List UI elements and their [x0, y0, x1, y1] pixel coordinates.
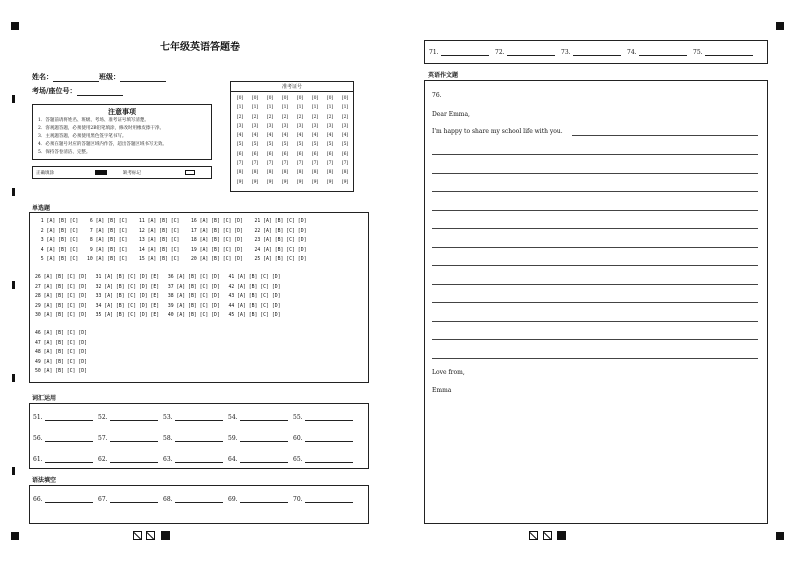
student-id-bubble[interactable]: [2]: [236, 114, 244, 120]
blank-number: 71.: [429, 49, 439, 56]
blank-number: 66.: [33, 496, 43, 503]
student-id-column: [264, 94, 276, 187]
blank-answer-line[interactable]: [240, 413, 288, 421]
student-id-bubble[interactable]: [8]: [236, 170, 244, 176]
blank-answer-line[interactable]: [45, 455, 93, 463]
blank-item: [228, 455, 288, 463]
student-id-bubble[interactable]: [9]: [341, 179, 349, 185]
blank-number: 74.: [627, 49, 637, 56]
page-code-solid: [161, 531, 170, 540]
blank-item: [33, 455, 93, 463]
choice-question-row[interactable]: 26 [A] [B] [C] [D] 31 [A] [B] [C] [D] [E] 36 [A] [B] [C] [D] 41 [A] [B] [C] [D]: [35, 275, 281, 280]
top-blanks-area: [424, 40, 768, 64]
essay-writing-line[interactable]: [432, 173, 758, 174]
blank-number: 57.: [98, 435, 108, 442]
student-id-bubble[interactable]: [7]: [296, 161, 304, 167]
correct-mark-label: 正确填涂: [36, 171, 54, 176]
choice-question-row[interactable]: 28 [A] [B] [C] [D] 33 [A] [B] [C] [D] [E] 38 [A] [B] [C] [D] 43 [A] [B] [C] [D]: [35, 294, 281, 299]
blank-answer-line[interactable]: [240, 495, 288, 503]
blank-item: [293, 413, 353, 421]
essay-writing-line[interactable]: [432, 247, 758, 248]
essay-greeting: Dear Emma,: [432, 111, 470, 118]
class-label: 班级：: [99, 72, 120, 81]
blank-number: 73.: [561, 49, 571, 56]
choice-question-row[interactable]: 48 [A] [B] [C] [D]: [35, 350, 87, 355]
choice-question-row[interactable]: 5 [A] [B] [C] 10 [A] [B] [C] 15 [A] [B] [C] 20 [A] [B] [C] [D] 25 [A] [B] [C] [D]: [35, 257, 307, 262]
blank-item: [228, 495, 288, 503]
blank-answer-line[interactable]: [175, 434, 223, 442]
blank-answer-line[interactable]: [305, 413, 353, 421]
student-id-bubble[interactable]: [2]: [311, 114, 319, 120]
blank-number: 70.: [293, 496, 303, 503]
blank-answer-line[interactable]: [110, 455, 158, 463]
sheet-title: 七年级英语答题卷: [160, 42, 240, 53]
blank-item: [98, 434, 158, 442]
student-id-bubble[interactable]: [4]: [281, 133, 289, 139]
student-id-title: 准考证号: [231, 82, 353, 92]
student-id-bubble[interactable]: [6]: [266, 151, 274, 157]
blank-answer-line[interactable]: [175, 413, 223, 421]
essay-signature: Emma: [432, 387, 452, 394]
blank-item: [693, 48, 753, 56]
student-id-bubble[interactable]: [6]: [311, 151, 319, 157]
student-id-bubble[interactable]: [0]: [311, 96, 319, 101]
notice-line: 5．保持答卷清洁、完整。: [38, 150, 91, 155]
student-id-bubble[interactable]: [1]: [326, 105, 334, 111]
room-field[interactable]: [77, 88, 123, 96]
blank-answer-line[interactable]: [240, 434, 288, 442]
blank-number: 59.: [228, 435, 238, 442]
essay-writing-line[interactable]: [432, 210, 758, 211]
essay-writing-line[interactable]: [432, 228, 758, 229]
student-id-bubble[interactable]: [7]: [311, 161, 319, 167]
blank-answer-line[interactable]: [110, 413, 158, 421]
student-id-bubble[interactable]: [6]: [296, 151, 304, 157]
blank-item: [33, 434, 93, 442]
blank-item: [163, 455, 223, 463]
student-id-bubble[interactable]: [8]: [311, 170, 319, 176]
student-id-bubble[interactable]: [4]: [236, 133, 244, 139]
student-id-bubble[interactable]: [6]: [326, 151, 334, 157]
student-id-bubble[interactable]: [9]: [236, 179, 244, 185]
timing-mark: [12, 188, 15, 196]
student-id-bubble[interactable]: [6]: [251, 151, 259, 157]
student-id-bubble[interactable]: [3]: [296, 123, 304, 129]
blank-number: 56.: [33, 435, 43, 442]
student-id-column: [234, 94, 246, 187]
blank-answer-line[interactable]: [507, 48, 555, 56]
blank-answer-line[interactable]: [305, 495, 353, 503]
student-id-bubble[interactable]: [2]: [326, 114, 334, 120]
student-id-bubble[interactable]: [1]: [341, 105, 349, 111]
student-id-column: [249, 94, 261, 187]
essay-writing-line[interactable]: [432, 321, 758, 322]
blank-item: [561, 48, 621, 56]
blank-number: 68.: [163, 496, 173, 503]
student-id-bubble[interactable]: [3]: [266, 123, 274, 129]
student-id-bubble[interactable]: [5]: [341, 142, 349, 148]
student-id-bubble[interactable]: [6]: [281, 151, 289, 157]
student-id-bubble[interactable]: [8]: [251, 170, 259, 176]
student-id-bubble[interactable]: [5]: [296, 142, 304, 148]
blank-answer-line[interactable]: [639, 48, 687, 56]
student-id-bubble[interactable]: [5]: [326, 142, 334, 148]
room-label: 考场/座位号：: [32, 86, 77, 95]
choice-question-row[interactable]: 27 [A] [B] [C] [D] 32 [A] [B] [C] [D] [E] 37 [A] [B] [C] [D] 42 [A] [B] [C] [D]: [35, 284, 281, 290]
corner-mark: [776, 532, 784, 540]
choice-question-row[interactable]: 3 [A] [B] [C] 8 [A] [B] [C] 13 [A] [B] [C] 18 [A] [B] [C] [D] 23 [A] [B] [C] [D]: [35, 238, 307, 243]
student-id-bubble[interactable]: [1]: [266, 105, 274, 111]
student-id-grid: [230, 81, 354, 192]
blank-item: [293, 495, 353, 503]
blank-answer-line[interactable]: [240, 455, 288, 463]
blank-answer-line[interactable]: [573, 48, 621, 56]
corner-mark: [776, 22, 784, 30]
student-id-bubble[interactable]: [9]: [281, 179, 289, 185]
choice-question-row[interactable]: 29 [A] [B] [C] [D] 34 [A] [B] [C] [D] [E] 39 [A] [B] [C] [D] 44 [A] [B] [C] [D]: [35, 303, 281, 309]
choice-question-row[interactable]: 49 [A] [B] [C] [D]: [35, 359, 87, 365]
student-id-bubble[interactable]: [9]: [311, 179, 319, 185]
student-id-bubble[interactable]: [4]: [341, 133, 349, 139]
student-id-bubble[interactable]: [5]: [311, 142, 319, 148]
notice-title: 注意事项: [108, 107, 136, 116]
blank-number: 62.: [98, 456, 108, 463]
writing-section-title: 英语作文题: [428, 72, 459, 79]
mark-example-box: [32, 166, 212, 179]
blank-item: [98, 455, 158, 463]
blank-number: 75.: [693, 49, 703, 56]
essay-writing-line[interactable]: [432, 284, 758, 285]
blank-item: [33, 413, 93, 421]
blank-item: [293, 455, 353, 463]
student-id-bubble[interactable]: [8]: [326, 170, 334, 176]
blank-item: [98, 495, 158, 503]
student-id-bubble[interactable]: [5]: [236, 142, 244, 148]
student-id-bubble[interactable]: [1]: [281, 105, 289, 111]
choice-question-row[interactable]: 4 [A] [B] [C] 9 [A] [B] [C] 14 [A] [B] [C] 19 [A] [B] [C] [D] 24 [A] [B] [C] [D]: [35, 247, 307, 253]
choice-answer-area: [29, 212, 369, 383]
page-code-box: [133, 531, 142, 540]
blank-answer-line[interactable]: [175, 455, 223, 463]
blank-answer-line[interactable]: [441, 48, 489, 56]
page-code-box: [543, 531, 552, 540]
page-code-solid: [557, 531, 566, 540]
blank-number: 52.: [98, 414, 108, 421]
name-field[interactable]: [53, 74, 99, 82]
student-id-bubble[interactable]: [9]: [251, 179, 259, 185]
student-id-bubble[interactable]: [7]: [266, 161, 274, 167]
essay-writing-line[interactable]: [432, 302, 758, 303]
blank-answer-line[interactable]: [305, 434, 353, 442]
essay-writing-line[interactable]: [432, 265, 758, 266]
page-code-box: [146, 531, 155, 540]
vocab-section-title: 词汇运用: [32, 395, 57, 402]
filled-bubble-example: [95, 170, 107, 175]
student-id-bubble[interactable]: [0]: [326, 96, 334, 101]
choice-question-row[interactable]: 30 [A] [B] [C] [D] 35 [A] [B] [C] [D] [E] 40 [A] [B] [C] [D] 45 [A] [B] [C] [D]: [35, 313, 281, 318]
student-id-bubble[interactable]: [0]: [266, 96, 274, 101]
choice-section-title: 单选题: [32, 205, 51, 212]
essay-writing-line[interactable]: [432, 358, 758, 359]
student-id-bubble[interactable]: [2]: [341, 114, 349, 120]
blank-answer-line[interactable]: [45, 434, 93, 442]
student-id-bubble[interactable]: [9]: [326, 179, 334, 185]
student-id-column: [309, 94, 321, 187]
essay-writing-line[interactable]: [432, 339, 758, 340]
student-id-bubble[interactable]: [5]: [251, 142, 259, 148]
student-id-column: [339, 94, 351, 187]
grammar-section-title: 语法填空: [32, 477, 57, 484]
essay-writing-line[interactable]: [432, 154, 758, 155]
blank-item: [163, 434, 223, 442]
choice-question-row[interactable]: 1 [A] [B] [C] 6 [A] [B] [C] 11 [A] [B] [C] 16 [A] [B] [C] [D] 21 [A] [B] [C] [D]: [35, 219, 307, 224]
student-id-bubble[interactable]: [4]: [326, 133, 334, 139]
choice-question-row[interactable]: 2 [A] [B] [C] 7 [A] [B] [C] 12 [A] [B] [C] 17 [A] [B] [C] [D] 22 [A] [B] [C] [D]: [35, 228, 307, 234]
blank-answer-line[interactable]: [110, 495, 158, 503]
grammar-answer-area: [29, 485, 369, 524]
student-id-bubble[interactable]: [3]: [236, 123, 244, 129]
blank-number: 54.: [228, 414, 238, 421]
student-id-bubble[interactable]: [9]: [296, 179, 304, 185]
student-id-bubble[interactable]: [0]: [251, 96, 259, 101]
student-id-bubble[interactable]: [2]: [281, 114, 289, 120]
blank-item: [98, 413, 158, 421]
student-id-bubble[interactable]: [1]: [251, 105, 259, 111]
essay-closing: Love from,: [432, 369, 465, 376]
blank-item: [293, 434, 353, 442]
student-id-column: [324, 94, 336, 187]
student-id-bubble[interactable]: [2]: [266, 114, 274, 120]
timing-mark: [12, 467, 15, 475]
notice-line: 1．答题前请将姓名、班级、考场、准考证号填写清楚。: [38, 118, 149, 123]
student-id-bubble[interactable]: [1]: [311, 105, 319, 111]
notice-line: 4．必须在题号对应的答题区域内作答，超出答题区域书写无效。: [38, 142, 167, 147]
blank-number: 53.: [163, 414, 173, 421]
student-id-bubble[interactable]: [2]: [296, 114, 304, 120]
timing-mark: [12, 374, 15, 382]
choice-question-row[interactable]: 46 [A] [B] [C] [D]: [35, 331, 87, 336]
student-id-bubble[interactable]: [3]: [281, 123, 289, 129]
blank-item: [627, 48, 687, 56]
blank-number: 60.: [293, 435, 303, 442]
student-id-bubble[interactable]: [3]: [341, 123, 349, 129]
missing-exam-checkbox[interactable]: [185, 170, 195, 175]
blank-item: [429, 48, 489, 56]
student-id-bubble[interactable]: [7]: [251, 161, 259, 167]
essay-writing-line[interactable]: [432, 191, 758, 192]
student-id-bubble[interactable]: [8]: [341, 170, 349, 176]
student-id-bubble[interactable]: [5]: [281, 142, 289, 148]
essay-number: 76.: [432, 92, 442, 99]
blank-answer-line[interactable]: [45, 495, 93, 503]
essay-opening: I'm happy to share my school life with you.: [432, 128, 563, 135]
student-id-bubble[interactable]: [4]: [266, 133, 274, 139]
blank-item: [163, 413, 223, 421]
blank-answer-line[interactable]: [45, 413, 93, 421]
student-id-bubble[interactable]: [2]: [251, 114, 259, 120]
vocab-answer-area: [29, 403, 369, 469]
blank-number: 65.: [293, 456, 303, 463]
student-id-column: [294, 94, 306, 187]
student-id-bubble[interactable]: [6]: [341, 151, 349, 157]
blank-answer-line[interactable]: [175, 495, 223, 503]
choice-question-row[interactable]: 47 [A] [B] [C] [D]: [35, 340, 87, 346]
blank-number: 64.: [228, 456, 238, 463]
student-id-column: [279, 94, 291, 187]
corner-mark: [11, 532, 19, 540]
notice-line: 2．客观题答题，必须使用2B铅笔填涂，修改时用橡皮擦干净。: [38, 126, 165, 131]
student-id-bubble[interactable]: [4]: [311, 133, 319, 139]
name-row: [32, 72, 166, 82]
blank-number: 67.: [98, 496, 108, 503]
essay-writing-line[interactable]: [572, 135, 758, 136]
blank-number: 58.: [163, 435, 173, 442]
blank-number: 61.: [33, 456, 43, 463]
blank-item: [495, 48, 555, 56]
blank-number: 69.: [228, 496, 238, 503]
blank-item: [33, 495, 93, 503]
student-id-bubble[interactable]: [0]: [281, 96, 289, 101]
correct-mark-row: [36, 170, 54, 176]
student-id-bubble[interactable]: [1]: [236, 105, 244, 111]
student-id-bubble[interactable]: [8]: [296, 170, 304, 176]
blank-answer-line[interactable]: [705, 48, 753, 56]
blank-answer-line[interactable]: [305, 455, 353, 463]
student-id-bubble[interactable]: [3]: [311, 123, 319, 129]
student-id-bubble[interactable]: [4]: [251, 133, 259, 139]
corner-mark: [11, 22, 19, 30]
student-id-bubble[interactable]: [3]: [251, 123, 259, 129]
blank-number: 55.: [293, 414, 303, 421]
blank-number: 51.: [33, 414, 43, 421]
name-label: 姓名：: [32, 72, 53, 81]
student-id-bubble[interactable]: [7]: [281, 161, 289, 167]
student-id-bubble[interactable]: [1]: [296, 105, 304, 111]
notice-box: [32, 104, 212, 160]
student-id-bubble[interactable]: [5]: [266, 142, 274, 148]
blank-answer-line[interactable]: [110, 434, 158, 442]
blank-item: [228, 413, 288, 421]
student-id-bubble[interactable]: [7]: [236, 161, 244, 167]
notice-line: 3．主观题答题，必须使用黑色签字笔书写。: [38, 134, 127, 139]
student-id-bubble[interactable]: [6]: [236, 151, 244, 157]
student-id-bubble[interactable]: [0]: [236, 96, 244, 101]
student-id-bubble[interactable]: [0]: [296, 96, 304, 101]
student-id-bubble[interactable]: [7]: [341, 161, 349, 167]
student-id-bubble[interactable]: [0]: [341, 96, 349, 101]
student-id-bubble[interactable]: [8]: [281, 170, 289, 176]
timing-mark: [12, 95, 15, 103]
blank-item: [228, 434, 288, 442]
blank-number: 72.: [495, 49, 505, 56]
blank-item: [163, 495, 223, 503]
class-field[interactable]: [120, 74, 166, 82]
student-id-bubble[interactable]: [9]: [266, 179, 274, 185]
student-id-bubble[interactable]: [3]: [326, 123, 334, 129]
page-code-box: [529, 531, 538, 540]
student-id-bubble[interactable]: [4]: [296, 133, 304, 139]
room-row: [32, 86, 123, 96]
choice-question-row[interactable]: 50 [A] [B] [C] [D]: [35, 369, 87, 374]
blank-number: 63.: [163, 456, 173, 463]
timing-mark: [12, 281, 15, 289]
missing-mark-label: 缺考标记: [123, 171, 141, 176]
student-id-bubble[interactable]: [7]: [326, 161, 334, 167]
student-id-bubble[interactable]: [8]: [266, 170, 274, 176]
